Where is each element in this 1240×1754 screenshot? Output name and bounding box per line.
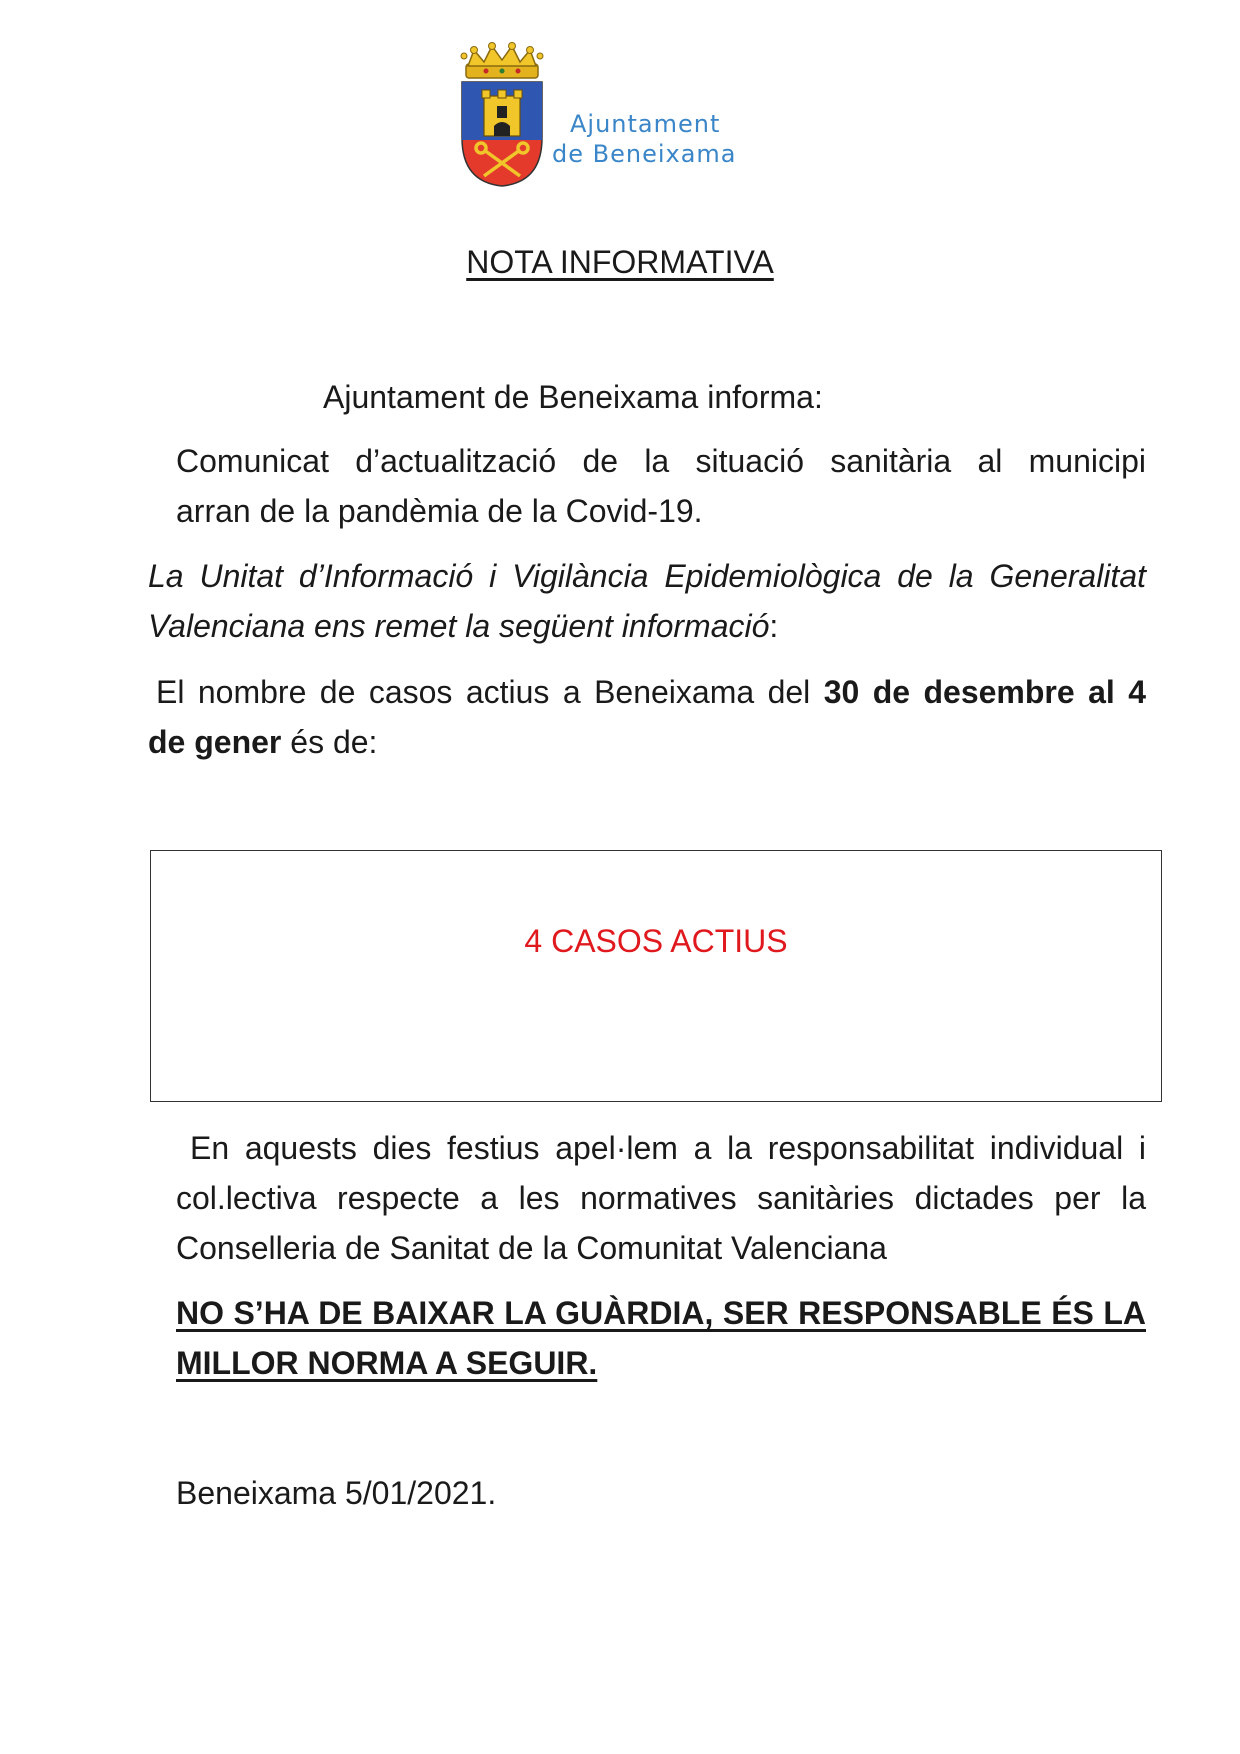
active-cases-box — [150, 850, 1162, 1102]
source-line-2-tail: : — [769, 608, 779, 644]
communique-line-1: Comunicat d’actualització de la situació sanitària al municipi — [176, 443, 1146, 479]
logo-text-line1: Ajuntament — [570, 110, 721, 138]
crown-icon — [461, 43, 543, 79]
warning-line-2 — [176, 1338, 597, 1388]
shield-icon — [462, 82, 542, 186]
appeal-line-1: En aquests dies festius apel·lem a la responsabilitat individual i — [190, 1130, 1146, 1166]
signature-date: Beneixama 5/01/2021. — [176, 1475, 497, 1511]
intro-heading: Ajuntament de Beneixama informa: — [323, 379, 823, 415]
warning-line-2-text: MILLOR NORMA A SEGUIR. — [176, 1345, 598, 1381]
source-line-1: La Unitat d’Informació i Vigilància Epidemiològica de la Generalitat — [148, 558, 1146, 594]
source-line-2 — [148, 601, 778, 651]
cases-date-range: 30 de desembre al 4 — [823, 674, 1146, 710]
warning-line-1 — [176, 1288, 1146, 1338]
active-cases-count: 4 CASOS ACTIUS — [524, 923, 788, 959]
communique-line-2: arran de la pandèmia de la Covid-19. — [176, 493, 703, 529]
cases-date-end: de gener — [148, 724, 282, 760]
warning-line-1-text: NO S’HA DE BAIXAR LA GUÀRDIA, SER RESPONSABLE ÉS LA — [176, 1295, 1146, 1331]
appeal-line-2: col.lectiva respecte a les normatives sanitàries dictades per la — [176, 1180, 1146, 1216]
cases-sentence-line-1 — [156, 667, 1146, 717]
document-title: NOTA INFORMATIVA — [466, 244, 774, 280]
appeal-line-3: Conselleria de Sanitat de la Comunitat Valenciana — [176, 1230, 887, 1266]
cases-sentence-line-2 — [148, 717, 377, 767]
coat-of-arms-icon — [456, 42, 548, 188]
logo-text-line2: de Beneixama — [552, 140, 737, 168]
municipal-logo — [456, 42, 776, 192]
cases-sentence-end: és de: — [281, 724, 378, 760]
source-line-2-italic: Valenciana ens remet la següent informació — [148, 608, 770, 644]
cases-sentence-start: El nombre de casos actius a Beneixama del — [156, 674, 824, 710]
